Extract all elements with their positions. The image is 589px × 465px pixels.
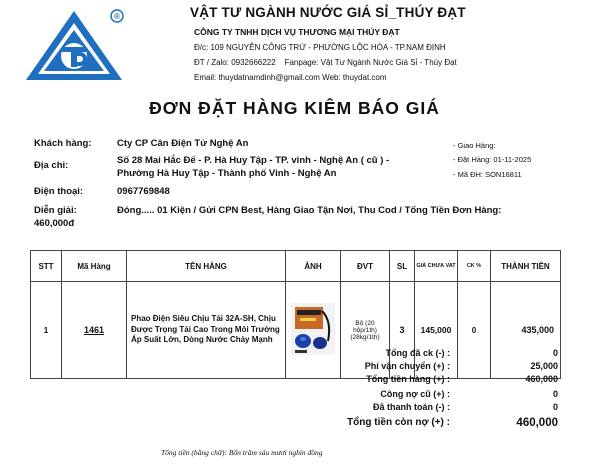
document-title: ĐƠN ĐẶT HÀNG KIÊM BÁO GIÁ <box>149 98 440 118</box>
company-email-web: Email: thuydatnamdinh@gmail.com Web: thuydat.com <box>194 73 387 82</box>
order-date: - Đặt Hàng: 01-11-2025 <box>453 155 532 164</box>
summary-goods-total <box>250 374 560 387</box>
row-price: 145,000 <box>415 282 458 379</box>
customer-address-line1: Số 28 Mai Hắc Đế - P. Hà Huy Tập - TP. vinh - Nghệ An ( cũ ) - <box>117 155 390 166</box>
col-sku: Mã Hàng <box>62 251 127 282</box>
amount-in-words: Tổng tiền (bằng chữ): Bốn trăm sáu mươi nghìn đồng <box>161 448 323 457</box>
registered-mark: ® <box>114 12 120 21</box>
order-note-amount: 460,000đ <box>34 218 75 229</box>
summary-goods-total-label: Tổng tiền hàng (+) : <box>366 374 450 384</box>
row-qty: 3 <box>390 282 415 379</box>
summary-goods-total-value: 460,000 <box>525 374 558 384</box>
customer-name: Cty CP Cân Điện Tử Nghệ An <box>117 138 249 149</box>
company-header <box>190 5 585 82</box>
summary-paid-value: 0 <box>552 402 558 412</box>
row-total: 435,000 <box>491 282 561 379</box>
company-legal-name: CÔNG TY TNHH DỊCH VỤ THƯƠNG MẠI THÚY ĐẠT <box>194 27 400 37</box>
customer-address-line2: Phường Hà Huy Tập - Thành phố Vinh - Nghệ An <box>117 168 337 179</box>
summary-remaining-debt-label: Tổng tiền còn nợ (+) : <box>347 417 450 428</box>
summary-paid-label: Đã thanh toán (-) : <box>373 402 450 412</box>
thuy-dat-triangle-logo-icon <box>22 8 126 82</box>
summary-shipping-label: Phí vận chuyển (+) : <box>364 361 450 371</box>
delivery-label: - Giao Hàng: <box>453 141 496 150</box>
summary-remaining-debt-value: 460,000 <box>516 417 558 429</box>
summary-old-debt <box>250 389 560 402</box>
col-price: GIÁ CHƯA VAT <box>415 251 458 282</box>
order-note: Đóng..... 01 Kiện / Gửi CPN Best, Hàng Giao Tận Nơi, Thu Cod / Tổng Tiền Đơn Hàng: <box>117 205 502 216</box>
col-photo: ẢNH <box>286 251 341 282</box>
row-sku-link[interactable]: 1461 <box>83 325 105 335</box>
customer-name-label: Khách hàng: <box>34 138 92 149</box>
col-stt: STT <box>31 251 62 282</box>
summary-shipping-value: 25,000 <box>530 361 558 371</box>
summary-discount-value: 0 <box>552 348 558 358</box>
summary-discount-label: Tổng đã ck (-) : <box>385 348 450 358</box>
table-header-row <box>31 251 561 282</box>
brand-line: VẬT TƯ NGÀNH NƯỚC GIÁ SỈ_THÚY ĐẠT <box>190 5 466 20</box>
summary-old-debt-label: Công nợ cũ (+) : <box>380 389 450 399</box>
customer-phone: 0967769848 <box>117 186 170 197</box>
order-note-label: Diễn giải: <box>34 205 77 216</box>
col-total: THÀNH TIỀN <box>491 251 561 282</box>
col-qty: SL <box>390 251 415 282</box>
summary-old-debt-value: 0 <box>552 389 558 399</box>
col-name: TÊN HÀNG <box>127 251 286 282</box>
invoice-number: - Mã ĐH: SON16811 <box>453 170 522 179</box>
summary-shipping <box>250 361 560 374</box>
company-address: Đ/c: 109 NGUYỄN CÔNG TRỨ - PHƯỜNG LỘC HÒA - TP.NAM ĐỊNH <box>194 43 446 52</box>
col-unit: ĐVT <box>341 251 390 282</box>
row-discount: 0 <box>458 282 491 379</box>
row-product-name: Phao Điện Siêu Chịu Tải 32A-SH, Chịu Được Trọng Tải Cao Trong Môi Trường Áp Suất Lớn, Dòng Nước Chảy Mạnh <box>127 282 286 379</box>
customer-address-label: Địa chỉ: <box>34 160 69 171</box>
row-unit: Bộ (20 hộp/1th) (28kg/1th) <box>341 282 390 379</box>
summary-paid <box>250 402 560 415</box>
company-contact: ĐT / Zalo: 0932666222 Fanpage: Vật Tư Ngành Nước Giá Sỉ - Thúy Đạt <box>194 58 457 67</box>
col-discount: CK % <box>458 251 491 282</box>
summary-discount <box>250 348 560 361</box>
row-stt: 1 <box>31 282 62 379</box>
customer-phone-label: Điện thoại: <box>34 186 84 197</box>
summary-remaining-debt <box>250 417 560 430</box>
